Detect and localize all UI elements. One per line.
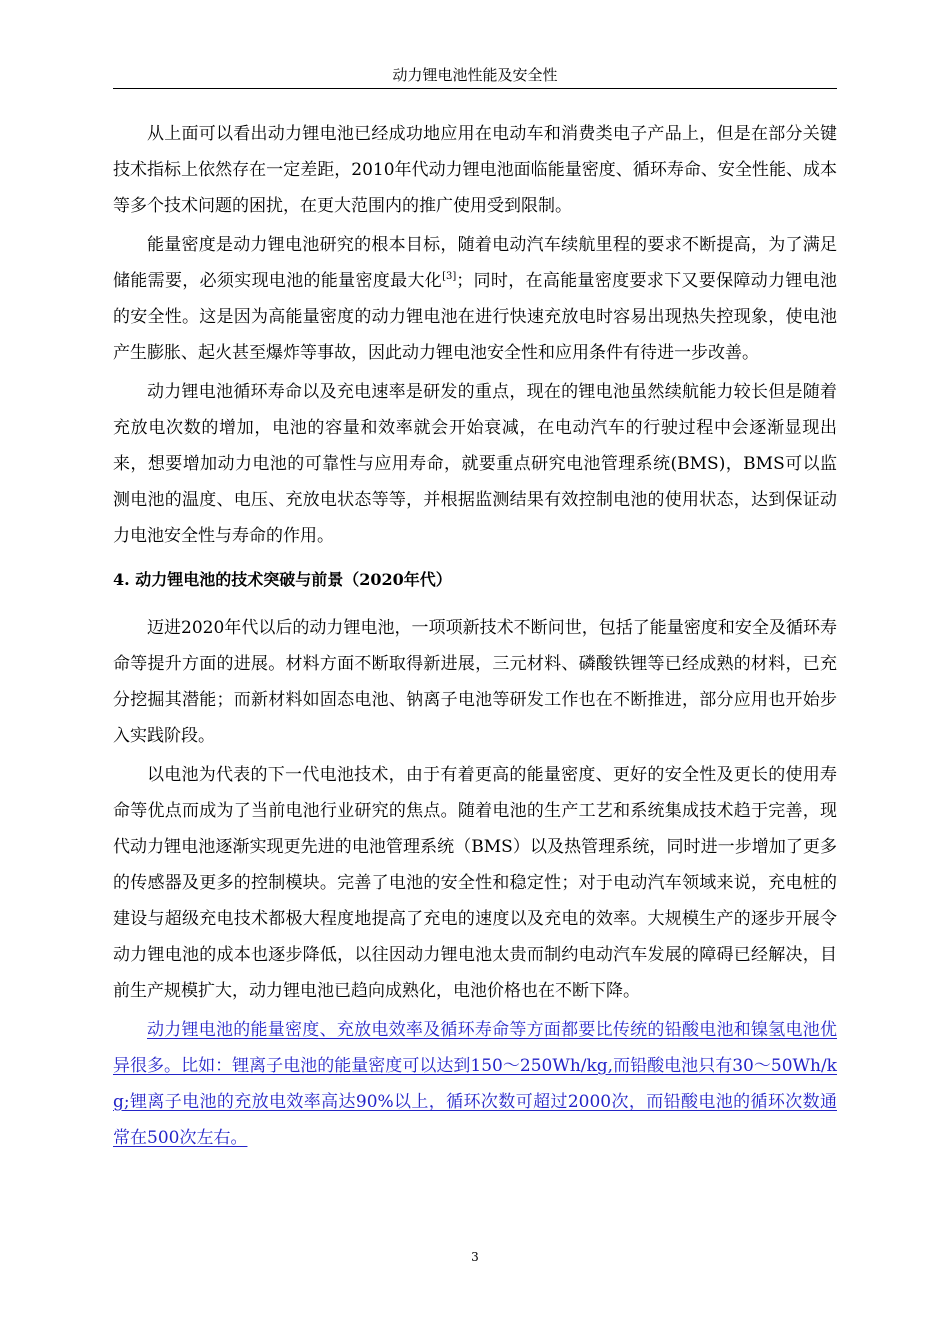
paragraph-2-text-a: 能量密度是动力锂电池研究的根本目标，随着电动汽车续航里程的要求不断提高，为了满足储能需要，必须实现电池的能量密度最大化 <box>113 235 837 291</box>
document-body <box>113 116 837 1159</box>
paragraph-2-text-b: ；同时，在高能量密度要求下又要保障动力锂电池的安全性。这是因为高能量密度的动力锂电池在进行快速充放电时容易出现热失控现象，使电池产生膨胀、起火甚至爆炸等事故，因此动力锂电池安全性和应用条件有待进一步改善。 <box>113 271 837 363</box>
paragraph-4: 迈进2020年代以后的动力锂电池，一项项新技术不断问世，包括了能量密度和安全及循环寿命等提升方面的进展。材料方面不断取得新进展，三元材料、磷酸铁锂等已经成熟的材料，已充分挖掘其潜能；而新材料如固态电池、钠离子电池等研发工作也在不断推进，部分应用也开始步入实践阶段。 <box>113 618 837 746</box>
header-title: 动力锂电池性能及安全性 <box>392 66 558 84</box>
section-heading: 4. 动力锂电池的技术突破与前景（2020年代） <box>113 570 452 589</box>
paragraph-5: 以电池为代表的下一代电池技术，由于有着更高的能量密度、更好的安全性及更长的使用寿命等优点而成为了当前电池行业研究的焦点。随着电池的生产工艺和系统集成技术趋于完善，现代动力锂电池逐渐实现更先进的电池管理系统（BMS）以及热管理系统，同时进一步增加了更多的传感器及更多的控制模块。完善了电池的安全性和稳定性；对于电动汽车领域来说，充电桩的建设与超级充电技术都极大程度地提高了充电的速度以及充电的效率。大规模生产的逐步开展令动力锂电池的成本也逐步降低，以往因动力锂电池太贵而制约电动汽车发展的障碍已经解决，目前生产规模扩大，动力锂电池已趋向成熟化，电池价格也在不断下降。 <box>113 765 837 1001</box>
citation-ref[interactable]: [3] <box>442 271 457 282</box>
page-number: 3 <box>471 1250 479 1264</box>
paragraph-2 <box>113 227 837 371</box>
paragraph-6-link[interactable]: 动力锂电池的能量密度、充放电效率及循环寿命等方面都要比传统的铅酸电池和镍氢电池优异很多。比如：锂离子电池的能量密度可以达到150～250Wh/kg,而铅酸电池只有30～50Wh/kg;锂离子电池的充放电效率高达90%以上，循环次数可超过2000次，而铅酸电池的循环次数通常在500次左右。 <box>113 1020 837 1148</box>
paragraph-1: 从上面可以看出动力锂电池已经成功地应用在电动车和消费类电子产品上，但是在部分关键技术指标上依然存在一定差距，2010年代动力锂电池面临能量密度、循环寿命、安全性能、成本等多个技术问题的困扰，在更大范围内的推广使用受到限制。 <box>113 124 837 216</box>
page-header <box>113 62 837 89</box>
paragraph-3: 动力锂电池循环寿命以及充电速率是研发的重点，现在的锂电池虽然续航能力较长但是随着充放电次数的增加，电池的容量和效率就会开始衰减，在电动汽车的行驶过程中会逐渐显现出来，想要增加动力电池的可靠性与应用寿命，就要重点研究电池管理系统(BMS)，BMS可以监测电池的温度、电压、充放电状态等等，并根据监测结果有效控制电池的使用状态，达到保证动力电池安全性与寿命的作用。 <box>113 382 837 546</box>
paragraph-6[interactable] <box>113 1012 837 1156</box>
